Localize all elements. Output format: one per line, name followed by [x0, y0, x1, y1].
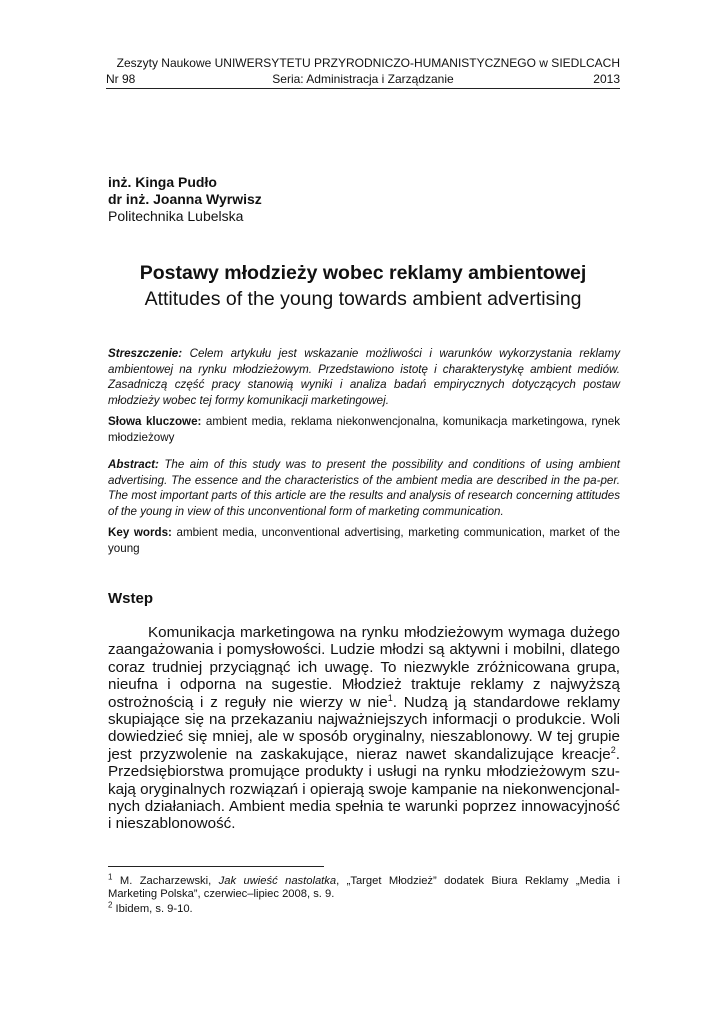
- slowa-kluczowe-block: [108, 414, 620, 445]
- footnote-number: 1: [108, 872, 113, 882]
- key-words-label: Key words:: [108, 526, 172, 539]
- footnote-italic-title: Jak uwieść nastolatka: [218, 875, 337, 887]
- footnote-2: [108, 900, 620, 916]
- body-text-part: . Przedsiębiorstwa promujące produkty i usługi na rynku młodzieżowym szu-kają oryginalnych rozwiązań i opierają swoje kampanie na niekonwencjonal-nych działaniach. Ambient media spełnia te warunki poprzez innowacyjność i nieszablonowość.: [108, 745, 620, 833]
- key-words-text: ambient media, unconventional advertising, marketing communication, market of the young: [108, 526, 620, 555]
- issue-number: Nr 98: [106, 72, 136, 86]
- footnote-text: M. Zacharzewski,: [112, 875, 219, 887]
- abstract-label: Abstract:: [108, 458, 159, 471]
- slowa-kluczowe-text: ambient media, reklama niekonwencjonalna, komunikacja marketingowa, rynek młodzieżowy: [108, 415, 620, 444]
- publication-year: 2013: [593, 72, 620, 86]
- abstract-text: The aim of this study was to present the possibility and conditions of using ambient advertising. The essence and the characteristics of the ambient media are described in the pa-per. The most important parts of this article are the results and analysis of research concerning attitudes of the young in view of this unconventional form of marketing communication.: [108, 458, 620, 518]
- body-paragraph: [108, 624, 620, 833]
- footnote-ref: 2: [610, 744, 616, 755]
- footnote-number: 2: [108, 900, 113, 910]
- abstract-block: [108, 457, 620, 519]
- series-name: Seria: Administracja i Zarządzanie: [272, 72, 454, 86]
- body-text-part: Komunikacja marketingowa na rynku młodzieżowym wymaga dużego zaangażowania i pomysłowości. Ludzie młodzi są aktywni i mobilni, dlatego coraz trudniej przyciągnąć ich uwagę. To niezwykle zróżnicowana grupa, nieufna i odporna na sugestie. Młodzież traktuje reklamy z najwyższą ostrożnością i z reguły nie wierzy w nie: [108, 624, 620, 711]
- title-english: Attitudes of the young towards ambient advertising: [144, 288, 582, 310]
- section-heading: Wstep: [108, 590, 153, 607]
- footnote-text: Ibidem, s. 9-10.: [112, 903, 193, 915]
- footnote-divider: [108, 866, 324, 867]
- key-words-block: [108, 525, 620, 556]
- streszczenie-label: Streszczenie:: [108, 347, 183, 360]
- author-name: dr inż. Joanna Wyrwisz: [108, 191, 262, 207]
- footnote-1: [108, 872, 620, 902]
- author-block: [108, 174, 262, 225]
- journal-name: Zeszyty Naukowe UNIWERSYTETU PRZYRODNICZO-HUMANISTYCZNEGO w SIEDLCACH: [116, 56, 620, 70]
- header-divider: [106, 88, 620, 89]
- footnote-text: , „Target Młodzież” dodatek Biura Reklamy „Media i Marketing Polska”, czerwiec–lipiec 2008, s. 9.: [108, 875, 620, 901]
- body-text-part: . Nudzą ją standardowe reklamy skupiające się na przekazaniu najważniejszych informacji o produkcie. Woli dowiedzieć się mniej, ale w sposób oryginalny, nieszablonowy. W tej grupie jest przyzwolenie na zaskakujące, nieraz nawet skandalizujące kreacje: [108, 693, 620, 763]
- footnote-ref: 1: [387, 692, 393, 703]
- streszczenie-text: Celem artykułu jest wskazanie możliwości i warunków wykorzystania reklamy ambientowej na rynku młodzieżowym. Przedstawiono istotę i charakterystykę ambient mediów. Zasadniczą część pracy stanowią wyniki i analiza badań empirycznych dotyczących postaw młodzieży wobec tej formy komunikacji marketingowej.: [108, 347, 620, 407]
- affiliation: Politechnika Lubelska: [108, 208, 244, 224]
- slowa-kluczowe-label: Słowa kluczowe:: [108, 415, 202, 428]
- title-polish: Postawy młodzieży wobec reklamy ambientowej: [139, 262, 587, 284]
- streszczenie-block: [108, 346, 620, 408]
- author-name: inż. Kinga Pudło: [108, 174, 217, 190]
